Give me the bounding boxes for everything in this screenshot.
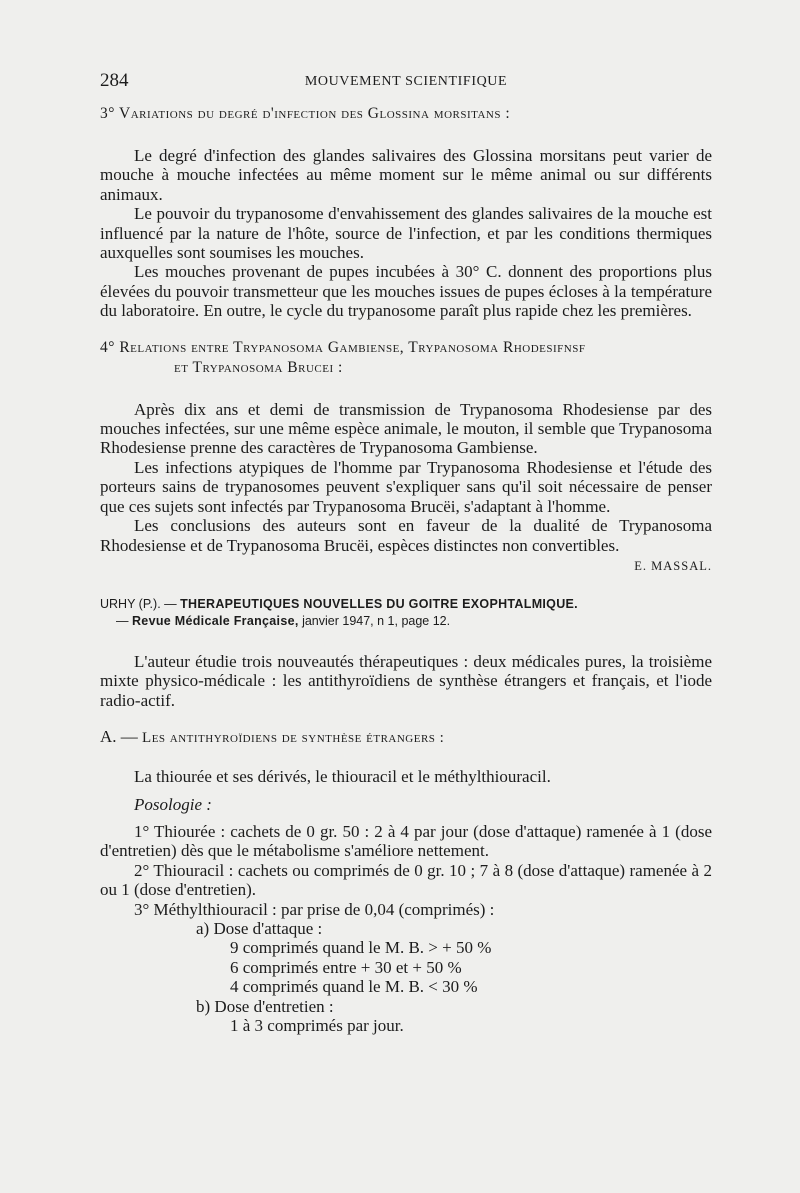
running-title: MOUVEMENT SCIENTIFIQUE: [304, 74, 508, 89]
section-4-title: [100, 338, 712, 378]
reference-title: THERAPEUTIQUES NOUVELLES DU GOITRE EXOPHTALMIQUE.: [180, 596, 578, 611]
dosage-item: 2° Thiouracil : cachets ou comprimés de 0 gr. 10 ; 7 à 8 (dose d'attaque) ramenée à 2 ou 1 (dose d'entretien).: [100, 860, 712, 900]
dosage-item: 1° Thiourée : cachets de 0 gr. 50 : 2 à 4 par jour (dose d'attaque) ramenée à 1 (dose d'entretien) dès que le métabolisme s'améliore nettement.: [100, 821, 712, 861]
dose-line: 6 comprimés entre + 30 et + 50 %: [230, 957, 462, 977]
reference-author: URHY (P.). —: [100, 596, 181, 611]
section-a-heading: Les antithyroïdiens de synthèse étrangers :: [142, 730, 445, 747]
bibliographic-reference: [100, 596, 712, 630]
article-body: [100, 104, 712, 1035]
section-4-title-line2: et Trypanosoma Brucei :: [174, 358, 343, 376]
paragraph: Les infections atypiques de l'homme par Trypanosoma Rhodesiense et l'étude des porteurs sains de trypanosomes peuvent s'expliquer sans qu'il soit nécessaire de penser que ces sujets sont infectés par Trypanosoma Brucëi, s'adaptant à l'homme.: [100, 457, 712, 516]
dosage-item: 3° Méthylthiouracil : par prise de 0,04 (comprimés) :: [134, 899, 495, 919]
posologie-label: Posologie :: [134, 794, 212, 814]
reference-dash: —: [116, 613, 132, 628]
dose-line: 1 à 3 comprimés par jour.: [230, 1016, 404, 1035]
posologie-heading: [134, 795, 712, 814]
page-header: [100, 70, 712, 92]
paragraph: Le degré d'infection des glandes salivaires des Glossina morsitans peut varier de mouche à mouche infectées au même moment sur le même animal ou sur différents animaux.: [100, 146, 712, 204]
reference-journal: Revue Médicale Française,: [131, 613, 299, 628]
reference-details: janvier 1947, n 1, page 12.: [298, 613, 451, 628]
section-a-letter: A. —: [100, 727, 143, 747]
dose-attaque-label: a) Dose d'attaque :: [196, 918, 323, 938]
paragraph: Les mouches provenant de pupes incubées à 30° C. donnent des proportions plus élevées du pouvoir transmetteur que les mouches issues de pupes écloses à la température du laboratoire. En outre, le cycle du trypanosome paraît plus rapide chez les premières.: [100, 262, 712, 321]
intro-paragraph: L'auteur étudie trois nouveautés thérapeutiques : deux médicales pures, la troisième mixte physico-médicale : les antithyroïdiens de synthèse étrangers et français, et l'iode radio-actif.: [100, 651, 712, 710]
dose-entretien-label: b) Dose d'entretien :: [196, 996, 334, 1016]
dose-line: 9 comprimés quand le M. B. > + 50 %: [230, 938, 492, 958]
page-number: 284: [100, 70, 129, 91]
section-3-title: 3° Variations du degré d'infection des Glossina morsitans :: [100, 105, 511, 122]
reference-source: [100, 613, 712, 630]
section-a-line: La thiourée et ses dérivés, le thiouracil et le méthylthiouracil.: [134, 767, 551, 787]
section-a-title: [100, 727, 712, 747]
paragraph: Après dix ans et demi de transmission de Trypanosoma Rhodesiense par des mouches infectées, sur une même espèce animale, le mouton, il semble que Trypanosoma Rhodesiense prenne des caractères de Trypanosoma Gambiense.: [100, 399, 712, 458]
signature: E. MASSAL.: [634, 558, 712, 573]
paragraph: Les conclusions des auteurs sont en faveur de la dualité de Trypanosoma Rhodesiense et de Trypanosoma Brucëi, espèces distinctes non convertibles.: [100, 516, 712, 555]
section-4-title-line1: 4° Relations entre Trypanosoma Gambiense, Trypanosoma Rhodesifnsf: [100, 338, 586, 356]
paragraph: Le pouvoir du trypanosome d'envahissement des glandes salivaires de la mouche est influencé par la nature de l'hôte, source de l'infection, et par les conditions thermiques auxquelles sont soumises les mouches.: [100, 204, 712, 263]
dose-line: 4 comprimés quand le M. B. < 30 %: [230, 977, 478, 997]
